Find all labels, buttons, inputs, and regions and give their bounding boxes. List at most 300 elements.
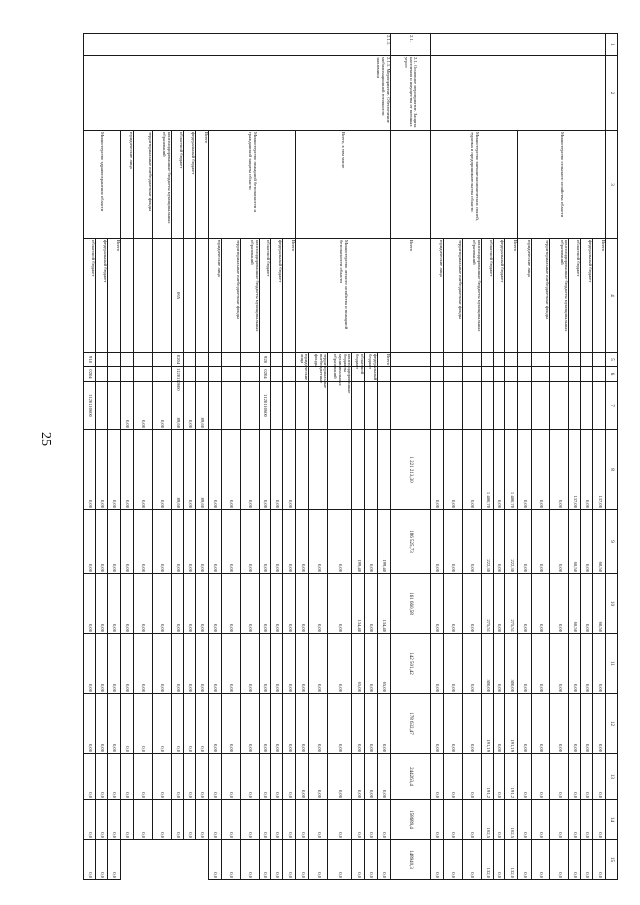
cell-code	[569, 382, 581, 430]
cell-code	[240, 353, 259, 367]
cell-code	[195, 367, 208, 382]
cell-value: 0,00	[569, 634, 581, 694]
cell-value: 0,00	[221, 430, 240, 510]
cell-value: 0,0	[493, 754, 505, 800]
cell-value: 0,0	[493, 800, 505, 840]
cell-code	[208, 382, 221, 430]
cell-value: 178 632,47	[390, 694, 430, 754]
cell-source: Всего	[377, 353, 390, 367]
cell-value: 0,00	[462, 430, 481, 510]
cell-code	[134, 239, 153, 353]
cell-source: юридические лица	[208, 239, 221, 353]
cell-code	[430, 353, 443, 367]
cell-value: 222,30	[505, 510, 518, 574]
cell-value: 0,0	[171, 754, 183, 800]
cell-value: 191,2	[481, 754, 493, 800]
cell-value: 0,00	[195, 510, 208, 574]
cell-value: 0,0	[531, 754, 550, 800]
cell-value: 0,00	[430, 430, 443, 510]
cell-value: 0,00	[240, 430, 259, 510]
cell-value: 0,00	[171, 510, 183, 574]
cell-value: 0,00	[569, 694, 581, 754]
cell-code	[518, 382, 531, 430]
cell-code	[296, 430, 309, 510]
cell-value: 0,0	[462, 800, 481, 840]
table-row	[171, 34, 183, 880]
cell-value: 0,0	[84, 800, 96, 840]
cell-value: 0,00	[84, 694, 96, 754]
cell-value: 0,00	[296, 754, 309, 800]
cell-code	[134, 353, 153, 367]
cell-code	[352, 430, 365, 510]
cell-value: 0,0	[240, 754, 259, 800]
cell-code	[208, 353, 221, 367]
cell-value: 0,0	[518, 800, 531, 840]
col-header: 1	[606, 34, 618, 56]
cell-value: 0,00	[240, 694, 259, 754]
cell-code	[581, 382, 593, 430]
cell-code	[183, 353, 195, 367]
cell-code	[390, 382, 430, 430]
cell-code	[462, 367, 481, 382]
cell-value: 191,2	[505, 754, 518, 800]
cell-value: 0,00	[108, 694, 121, 754]
page-number: 25	[38, 432, 53, 446]
col-header: 2	[606, 56, 618, 131]
cell-value: 0,0	[364, 800, 377, 840]
cell-value: 0,00	[134, 634, 153, 694]
cell-source: консолидированные бюджеты муниципальных образований	[550, 239, 569, 353]
cell-value: 0,0	[171, 694, 183, 754]
cell-value: 0,00	[296, 634, 309, 694]
cell-value: 162,5	[481, 800, 493, 840]
cell-value: 0,0	[259, 754, 271, 800]
cell-code	[593, 382, 606, 430]
cell-source: территориальные внебюджетные фонды	[531, 239, 550, 353]
cell-source: территориальные внебюджетные фонды	[221, 239, 240, 353]
cell-value: 0,0	[593, 840, 606, 880]
cell-value: 0,00	[328, 754, 352, 800]
cell-value: 0,00	[259, 430, 271, 510]
cell-value: 0,0	[569, 800, 581, 840]
cell-value: 0,00	[462, 574, 481, 634]
cell-value: 0,00	[581, 694, 593, 754]
cell-value: 0,00	[550, 510, 569, 574]
cell-code	[108, 353, 121, 367]
cell-source: Всего	[195, 131, 208, 239]
cell-name	[430, 56, 605, 131]
cell-value: 0,0	[208, 754, 221, 800]
cell-value: 162,5	[505, 800, 518, 840]
cell-code	[121, 367, 134, 382]
cell-executor: Министерство внешнеэкономических связей, туризма и предпринимательства области	[430, 131, 518, 239]
cell-source: территориальные внебюджетные фонды	[443, 239, 462, 353]
cell-value: 0,00	[108, 634, 121, 694]
cell-value: 0,0	[134, 694, 153, 754]
cell-value: 0,00	[352, 754, 365, 800]
cell-value: 0,0	[108, 754, 121, 800]
cell-code	[364, 430, 377, 510]
cell-source: юридические лица	[296, 353, 309, 367]
cell-value: 0,00	[259, 574, 271, 634]
cell-value: 0,0	[531, 800, 550, 840]
cell-value: 0,00	[462, 634, 481, 694]
cell-value: 0,00	[283, 694, 296, 754]
cell-value: 132,0	[505, 840, 518, 880]
cell-value: 244263,4	[390, 754, 430, 800]
cell-code	[134, 367, 153, 382]
cell-code	[208, 367, 221, 382]
cell-code	[430, 367, 443, 382]
cell-value: 68,50	[569, 510, 581, 574]
cell-value: 0,0	[283, 754, 296, 800]
cell-code: 928	[259, 353, 271, 367]
cell-value: 0,00	[171, 634, 183, 694]
cell-value: 0,0	[296, 840, 309, 880]
cell-value: 0,00	[121, 382, 134, 430]
cell-code	[96, 382, 108, 430]
cell-code	[443, 353, 462, 367]
cell-code	[550, 382, 569, 430]
cell-value: 0,0	[352, 800, 365, 840]
cell-value: 0,00	[221, 634, 240, 694]
cell-value: 0,0	[283, 800, 296, 840]
cell-value: 0,00	[309, 510, 328, 574]
cell-value: 0,00	[96, 694, 108, 754]
cell-value: 0,0	[550, 800, 569, 840]
cell-code	[221, 353, 240, 367]
cell-value: 0,00	[518, 510, 531, 574]
cell-value: 0,00	[443, 430, 462, 510]
cell-value: 0,00	[493, 574, 505, 634]
cell-code	[377, 430, 390, 510]
cell-value: 0,00	[153, 430, 172, 510]
col-header: 11	[606, 634, 618, 694]
cell-value: 0,0	[121, 754, 134, 800]
cell-value: 0,00	[259, 634, 271, 694]
cell-value: 0,00	[84, 574, 96, 634]
cell-value: 0,00	[208, 634, 221, 694]
cell-value: 0,00	[364, 694, 377, 754]
cell-num: 2.1.1.	[84, 34, 391, 56]
cell-code	[581, 353, 593, 367]
cell-code	[581, 367, 593, 382]
cell-value: 0,00	[377, 694, 390, 754]
cell-code	[108, 382, 121, 430]
cell-value: 68,50	[569, 574, 581, 634]
cell-value: 0,0	[195, 754, 208, 800]
cell-value: 0,0	[593, 800, 606, 840]
cell-value: 0,0	[430, 800, 443, 840]
cell-value: 89,60	[171, 382, 183, 430]
cell-value: 65,00	[377, 634, 390, 694]
cell-value: 0,0	[134, 754, 153, 800]
cell-value: 0,0	[153, 694, 172, 754]
cell-value: 0,00	[183, 634, 195, 694]
cell-code	[309, 382, 328, 430]
cell-value: 0,0	[108, 840, 121, 880]
cell-value: 0,00	[550, 430, 569, 510]
cell-code	[153, 367, 172, 382]
cell-value: 222,30	[481, 510, 493, 574]
cell-value: 0,00	[84, 510, 96, 574]
cell-value: 0,00	[183, 430, 195, 510]
cell-value: 0,00	[443, 634, 462, 694]
cell-code	[221, 382, 240, 430]
cell-value: 0,00	[108, 430, 121, 510]
table-row	[390, 34, 430, 880]
cell-value: 142 501,42	[390, 634, 430, 694]
cell-code	[443, 382, 462, 430]
cell-value: 0,00	[364, 574, 377, 634]
cell-name: 2.1. Основное мероприятие. Защита населения и имущества от военных угроз	[390, 56, 430, 131]
cell-code	[550, 353, 569, 367]
cell-value: 0,0	[309, 840, 328, 880]
cell-code	[531, 353, 550, 367]
cell-value: 0,0	[153, 800, 172, 840]
cell-value: 0,00	[443, 574, 462, 634]
cell-num: 2.1.	[390, 34, 430, 56]
cell-value: 0,0	[271, 840, 283, 880]
cell-value: 0,0	[108, 800, 121, 840]
cell-value: 0,00	[134, 574, 153, 634]
cell-value: 0,0	[443, 800, 462, 840]
cell-value: 0,0	[121, 800, 134, 840]
cell-value: 0,0	[581, 754, 593, 800]
cell-code	[96, 367, 108, 382]
cell-value: 0,00	[377, 754, 390, 800]
cell-value: 199,40	[377, 510, 390, 574]
cell-value: 0,0	[531, 840, 550, 880]
cell-value: 0,00	[309, 754, 328, 800]
cell-value: 0,00	[271, 694, 283, 754]
col-header: 13	[606, 754, 618, 800]
cell-value: 89,60	[195, 382, 208, 430]
cell-value: 0,00	[221, 574, 240, 634]
cell-code	[377, 367, 390, 382]
cell-value: 0,0	[171, 800, 183, 840]
cell-executor: Министерство здравоохранения области	[84, 131, 121, 239]
cell-value: 0,0	[309, 800, 328, 840]
cell-value: 0,0	[96, 754, 108, 800]
cell-value: 0,0	[352, 840, 365, 880]
cell-value: 0,0	[183, 754, 195, 800]
cell-value: 300,00	[505, 634, 518, 694]
cell-value: 0,00	[183, 382, 195, 430]
cell-code	[240, 367, 259, 382]
cell-code	[518, 353, 531, 367]
cell-source: федеральный бюджет	[183, 131, 195, 239]
col-header: 7	[606, 382, 618, 430]
cell-value: 0,0	[443, 840, 462, 880]
cell-value: 0,0	[195, 694, 208, 754]
cell-value: 0,0	[364, 840, 377, 880]
cell-code	[377, 382, 390, 430]
cell-value: 0,0	[581, 800, 593, 840]
cell-value: 0,0	[569, 754, 581, 800]
cell-code	[240, 382, 259, 430]
cell-code	[390, 353, 430, 367]
cell-value: 0,00	[309, 574, 328, 634]
cell-value: 0,00	[240, 634, 259, 694]
cell-code	[505, 367, 518, 382]
cell-value: 158689,4	[390, 800, 430, 840]
cell-value: 0,00	[328, 574, 352, 634]
cell-code	[493, 367, 505, 382]
cell-code	[283, 367, 296, 382]
cell-executor	[390, 131, 430, 239]
cell-value: 0,00	[430, 574, 443, 634]
cell-source: юридические лица	[430, 239, 443, 353]
cell-value: 0,00	[153, 634, 172, 694]
cell-value: 0,0	[153, 754, 172, 800]
cell-source: федеральный бюджет	[271, 239, 283, 353]
cell-executor: Министерство лесного хозяйства и пожарной безопасности области	[296, 239, 390, 353]
cell-value: 0,00	[271, 510, 283, 574]
cell-value: 0,00	[443, 510, 462, 574]
cell-value: 0,00	[183, 574, 195, 634]
cell-value: 0,00	[531, 430, 550, 510]
cell-executor: Всего, в том числе	[296, 131, 390, 239]
header-row	[606, 34, 618, 880]
cell-code	[505, 382, 518, 430]
cell-code	[462, 353, 481, 367]
col-header: 5	[606, 353, 618, 367]
cell-value: 89,60	[171, 430, 183, 510]
cell-value: 1 480,70	[505, 430, 518, 510]
cell-value: 0,00	[208, 510, 221, 574]
cell-value: 0,0	[328, 840, 352, 880]
col-header: 14	[606, 800, 618, 840]
cell-value: 0,00	[309, 694, 328, 754]
cell-value: 0,0	[493, 840, 505, 880]
cell-value: 0,00	[581, 510, 593, 574]
cell-value: 161 660,58	[390, 574, 430, 634]
cell-code	[531, 367, 550, 382]
cell-code	[271, 353, 283, 367]
cell-value: 0,00	[134, 430, 153, 510]
cell-value: 0,00	[84, 634, 96, 694]
cell-value: 0,0	[271, 800, 283, 840]
cell-value: 275,51	[505, 574, 518, 634]
cell-value: 0,0	[377, 840, 390, 880]
cell-code	[153, 353, 172, 367]
cell-value: 0,00	[271, 634, 283, 694]
cell-value: 0,0	[518, 754, 531, 800]
cell-value: 0,00	[364, 510, 377, 574]
cell-value: 0,00	[171, 574, 183, 634]
cell-value: 0,0	[259, 800, 271, 840]
cell-value: 68,50	[593, 510, 606, 574]
cell-source: консолидированные бюджеты муниципальных образований	[240, 239, 259, 353]
cell-value: 0,0	[462, 754, 481, 800]
cell-code	[550, 367, 569, 382]
cell-code	[283, 382, 296, 430]
cell-value: 0,00	[134, 510, 153, 574]
cell-value: 0,00	[96, 574, 108, 634]
cell-value: 148940,3	[390, 840, 430, 880]
cell-value: 0,00	[121, 430, 134, 510]
cell-value: 0,00	[208, 430, 221, 510]
cell-value: 0,00	[153, 382, 172, 430]
cell-value: 65,00	[352, 634, 365, 694]
cell-source: консолидированные бюджеты муниципальных образований	[153, 131, 172, 239]
cell-code	[481, 382, 493, 430]
cell-value: 0,00	[208, 574, 221, 634]
cell-value: 0,00	[462, 694, 481, 754]
cell-value: 0,00	[328, 634, 352, 694]
col-header: 3	[606, 131, 618, 239]
cell-value: 0,00	[283, 430, 296, 510]
cell-value: 0,00	[96, 634, 108, 694]
cell-value: 0,00	[364, 754, 377, 800]
cell-value: 0,00	[309, 634, 328, 694]
cell-value: 0,0	[462, 840, 481, 880]
cell-value: 134,40	[377, 574, 390, 634]
cell-source: территориальные внебюджетные фонды	[309, 353, 328, 367]
cell-value: 0,00	[283, 634, 296, 694]
cell-value: 0,00	[352, 694, 365, 754]
table-row	[377, 34, 390, 880]
table-row	[183, 34, 195, 880]
cell-value: 68,50	[593, 574, 606, 634]
cell-code	[569, 367, 581, 382]
cell-code: 0204	[259, 367, 271, 382]
cell-value: 0,0	[121, 694, 134, 754]
cell-code	[505, 353, 518, 367]
cell-value: 0,00	[430, 694, 443, 754]
cell-code	[183, 367, 195, 382]
cell-code	[443, 367, 462, 382]
cell-code	[271, 382, 283, 430]
cell-code	[195, 239, 208, 353]
cell-value: 0,0	[183, 694, 195, 754]
cell-value: 1 221 213,30	[390, 430, 430, 510]
cell-value: 199,40	[352, 510, 365, 574]
cell-value: 0,00	[134, 382, 153, 430]
cell-value: 191,19	[505, 694, 518, 754]
cell-value: 0,00	[531, 634, 550, 694]
cell-value: 0,0	[134, 800, 153, 840]
cell-value: 0,00	[240, 574, 259, 634]
cell-value: 0,00	[153, 574, 172, 634]
cell-value: 0,0	[581, 840, 593, 880]
cell-value: 0,00	[531, 694, 550, 754]
cell-code: 1120110600	[84, 382, 96, 430]
cell-source: областной бюджет	[84, 239, 96, 353]
cell-value: 0,00	[493, 634, 505, 694]
cell-source: территориальные внебюджетные фонды	[134, 131, 153, 239]
cell-value: 186 525,73	[390, 510, 430, 574]
cell-source: Всего	[108, 239, 121, 353]
cell-value: 0,00	[430, 510, 443, 574]
table-row	[593, 34, 606, 880]
cell-value: 0,00	[328, 694, 352, 754]
cell-value: 0,00	[550, 634, 569, 694]
cell-value: 0,0	[271, 754, 283, 800]
cell-value: 0,0	[208, 800, 221, 840]
cell-code	[593, 367, 606, 382]
table-row	[505, 34, 518, 880]
cell-value: 0,00	[443, 694, 462, 754]
col-header: 15	[606, 840, 618, 880]
rotated-budget-table	[83, 33, 618, 879]
cell-code	[195, 353, 208, 367]
cell-value: 0,0	[518, 840, 531, 880]
cell-code	[108, 367, 121, 382]
cell-value: 0,0	[377, 800, 390, 840]
col-header: 12	[606, 694, 618, 754]
